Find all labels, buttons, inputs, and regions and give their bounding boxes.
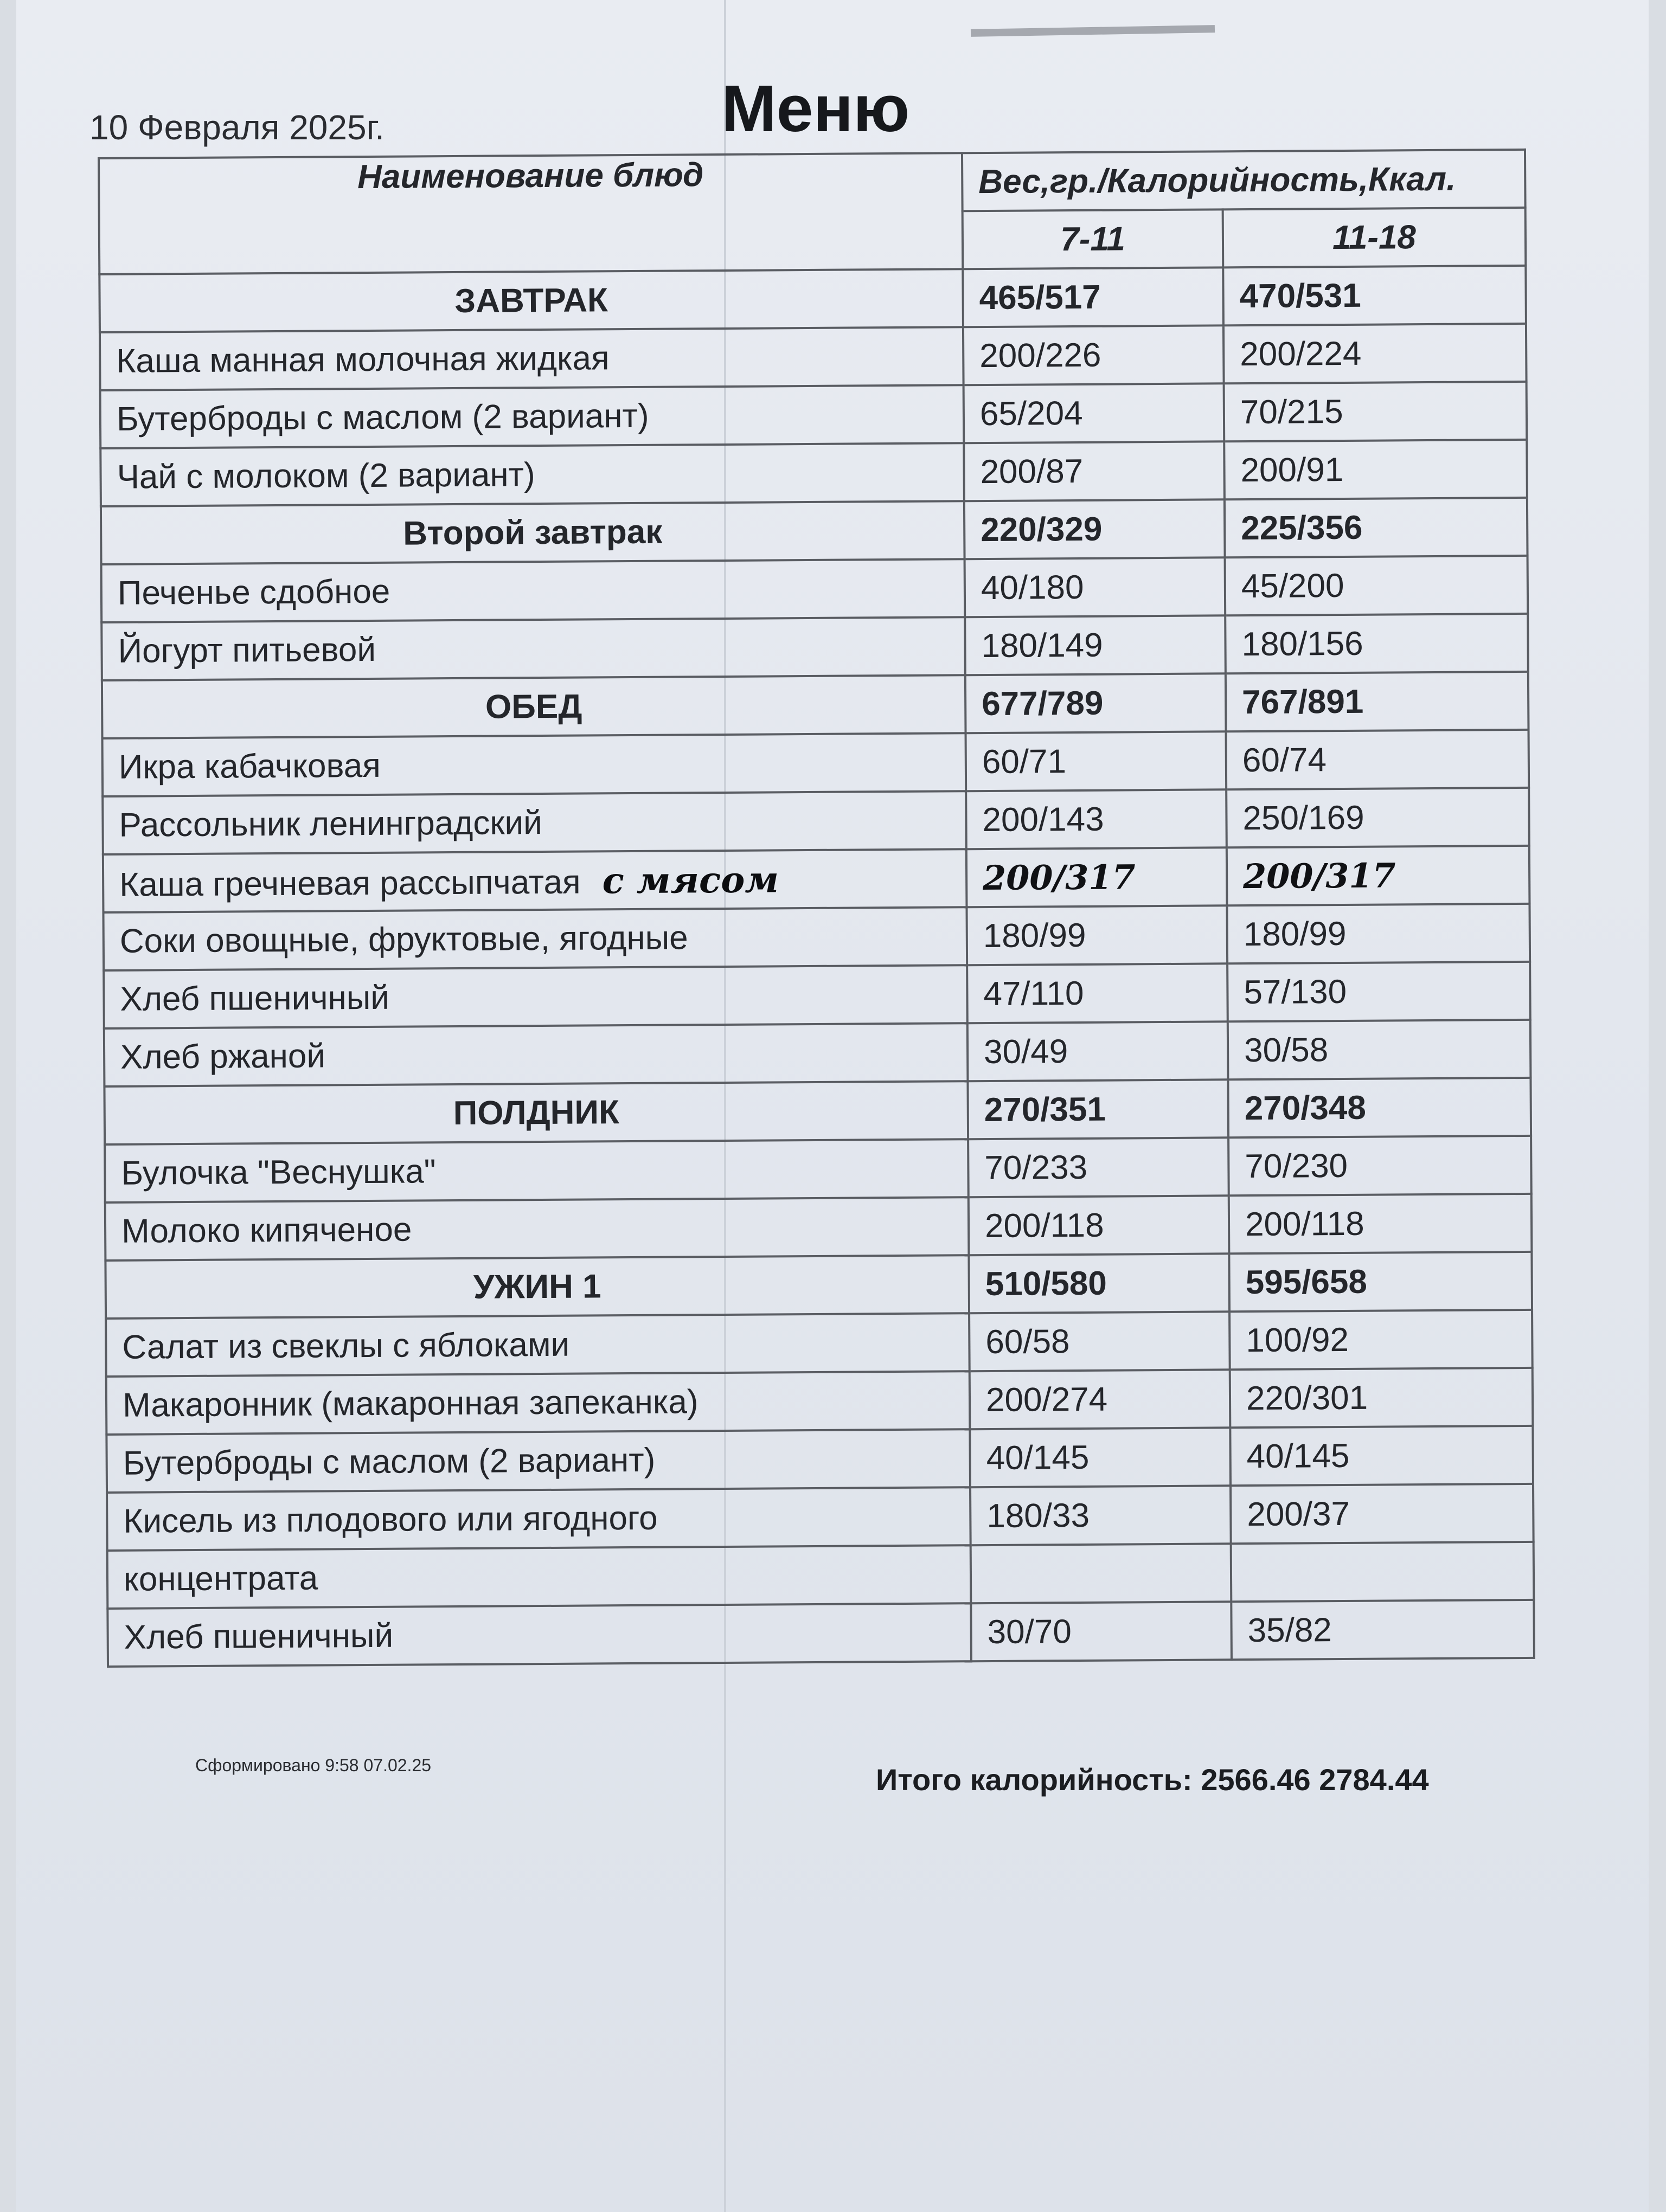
value-age-11-18: 70/215 [1224,382,1527,441]
value-age-7-11: 40/180 [965,557,1226,617]
dish-name [102,791,966,854]
section-title [101,501,965,564]
generated-timestamp: Сформировано 9:58 07.02.25 [195,1756,432,1775]
dish-name [100,327,964,390]
dish-name [106,1429,970,1493]
dish-name-text: Икра кабачковая [118,747,381,786]
value-age-11-18: 57/130 [1227,962,1530,1021]
dish-name-text: ОБЕД [485,687,582,726]
dish-name [105,1197,969,1261]
value-age-7-11: 270/351 [967,1079,1228,1139]
dish-name-text: Молоко кипяченое [121,1211,412,1250]
header-age-11-18: 11-18 [1223,208,1526,267]
value-age-11-18 [1231,1542,1534,1602]
dish-name-text: Хлеб пшеничный [120,979,390,1018]
dish-name-text: УЖИН 1 [473,1268,601,1306]
section-row [102,672,1529,738]
value-age-11-18: 200/91 [1224,440,1527,499]
handwritten-note: с мясом [602,858,779,902]
value-age-11-18: 70/230 [1228,1136,1532,1195]
table-row [102,788,1529,854]
dish-name [107,1545,971,1609]
dish-name [105,1139,969,1203]
value-age-7-11: 200/226 [963,325,1224,385]
dish-name-text: Йогурт питьевой [118,631,376,670]
dish-name-text: Второй завтрак [403,513,663,552]
value-age-11-18: 595/658 [1229,1252,1532,1311]
table-row [103,846,1530,912]
dish-name-text: Бутерброды с маслом (2 вариант) [116,397,649,438]
value-age-7-11: 200/143 [966,789,1227,849]
dish-name-text: Бутерброды с маслом (2 вариант) [123,1441,656,1482]
value-age-11-18: 200/118 [1229,1194,1532,1253]
header-age-7-11: 7-11 [963,209,1223,269]
value-age-7-11: 60/58 [969,1311,1230,1371]
value-age-7-11: 180/33 [970,1486,1231,1545]
table-row [104,904,1530,970]
value-age-11-18: 180/99 [1227,904,1530,963]
value-age-11-18: 200/317 [1227,846,1530,905]
value-age-7-11: 180/99 [966,905,1227,965]
table-row [100,440,1527,506]
dish-name [107,1487,971,1551]
table-row [106,1368,1533,1435]
value-age-7-11: 40/145 [970,1427,1231,1487]
value-age-7-11: 200/317 [966,847,1227,907]
table-row [104,1020,1531,1086]
dish-name [106,1313,970,1377]
section-title [105,1255,969,1319]
dish-name-text: Чай с молоком (2 вариант) [117,456,535,496]
value-age-7-11: 200/87 [964,441,1225,501]
value-age-7-11: 60/71 [966,731,1227,791]
section-title [104,1081,968,1144]
dish-name-text: Хлеб ржаной [120,1037,326,1076]
value-age-11-18: 250/169 [1226,788,1529,847]
dish-name-text: Хлеб пшеничный [124,1617,394,1656]
dish-name [100,385,964,448]
section-row [101,498,1528,564]
dish-name [104,1023,968,1086]
dish-name-text: Салат из свеклы с яблоками [122,1326,570,1366]
table-row [101,556,1528,622]
table-row [107,1484,1534,1551]
dish-name-text: Макаронник (макаронная запеканка) [122,1383,699,1424]
table-row [101,614,1528,680]
table-row [107,1542,1534,1609]
table-row [102,730,1529,796]
dish-name-text: Соки овощные, фруктовые, ягодные [119,919,688,960]
value-age-11-18: 180/156 [1225,614,1528,673]
value-age-11-18: 60/74 [1226,730,1529,789]
table-row [106,1426,1533,1493]
dish-name [104,907,967,970]
table-row [106,1310,1533,1377]
total-calories: Итого калорийность: 2566.46 2784.44 [876,1763,1429,1797]
table-row [105,1194,1532,1261]
header-weight-calories: Вес,гр./Калорийность,Ккал. [962,150,1526,211]
dish-name-text: Кисель из плодового или ягодного [123,1499,658,1540]
dish-name-text: ЗАВТРАК [454,281,608,320]
value-age-11-18: 45/200 [1225,556,1528,615]
dish-name-text: концентрата [123,1559,318,1598]
section-row [104,1078,1531,1144]
value-age-11-18: 200/224 [1223,324,1527,383]
value-age-11-18: 40/145 [1230,1426,1533,1486]
value-age-7-11: 677/789 [965,673,1226,733]
menu-body [99,266,1534,1667]
dish-name [104,965,967,1028]
value-age-11-18: 270/348 [1228,1078,1531,1137]
section-row [105,1252,1532,1319]
dish-name [103,849,967,912]
value-age-7-11: 200/274 [970,1369,1231,1429]
dish-name-text: Каша манная молочная жидкая [116,339,610,380]
value-age-7-11: 220/329 [964,499,1225,559]
value-age-11-18: 767/891 [1226,672,1529,731]
dish-name-text: Каша гречневая рассыпчатая [119,863,581,904]
value-age-7-11: 30/70 [971,1602,1232,1661]
menu-date: 10 Февраля 2025г. [89,108,385,147]
value-age-11-18: 470/531 [1223,266,1526,325]
value-age-7-11: 510/580 [969,1253,1229,1313]
section-row [99,266,1526,332]
value-age-7-11: 180/149 [965,615,1226,675]
value-age-7-11: 65/204 [964,383,1225,443]
value-age-11-18: 200/37 [1231,1484,1534,1544]
value-age-7-11: 70/233 [968,1137,1229,1197]
dish-name-text: Булочка "Веснушка" [121,1153,436,1192]
table-row [100,324,1527,390]
value-age-7-11: 47/110 [967,963,1228,1023]
dish-name [101,559,965,622]
dish-name [102,733,966,796]
value-age-7-11: 200/118 [969,1195,1229,1255]
dish-name [106,1371,970,1435]
section-title [102,675,966,738]
value-age-11-18: 30/58 [1228,1020,1531,1079]
table-row [107,1600,1534,1667]
dish-name [107,1603,971,1667]
table-row [105,1136,1532,1203]
value-age-11-18: 225/356 [1225,498,1528,557]
menu-table [98,149,1535,1668]
value-age-7-11: 465/517 [963,267,1223,327]
value-age-7-11: 30/49 [967,1021,1228,1081]
dish-name-text: Рассольник ленинградский [119,804,542,844]
section-title [99,269,963,332]
dish-name-text: Печенье сдобное [117,573,390,612]
header-dish-name: Наименование блюд [99,153,963,274]
dish-name [100,443,964,506]
value-age-7-11 [971,1544,1232,1603]
table-row [104,962,1530,1028]
table-header-row [99,150,1526,216]
table-row [100,382,1527,448]
value-age-11-18: 100/92 [1229,1310,1533,1369]
dish-name-text: ПОЛДНИК [453,1094,620,1133]
value-age-11-18: 220/301 [1230,1368,1533,1427]
dish-name [101,617,965,680]
page-title: Меню [721,72,910,145]
value-age-11-18: 35/82 [1231,1600,1534,1660]
